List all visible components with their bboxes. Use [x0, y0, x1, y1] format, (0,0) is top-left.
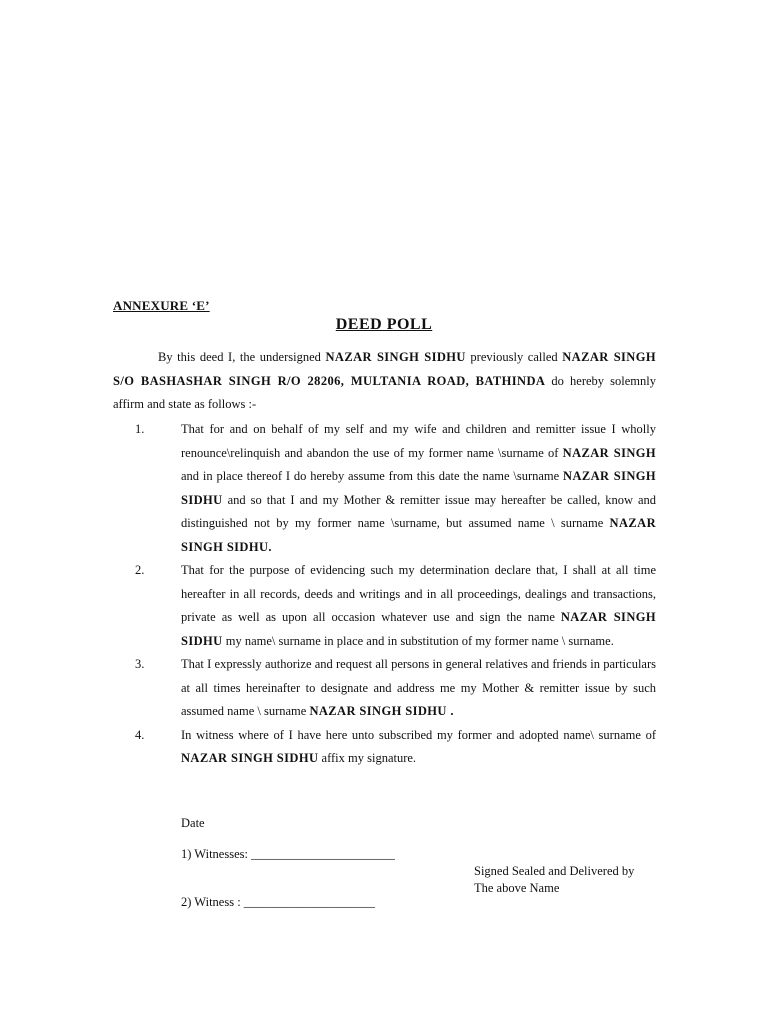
signature-line-2: The above Name	[474, 881, 560, 895]
clause-list	[113, 418, 656, 771]
clause-text: my name\ surname in place and in substitution of my former name \ surname.	[222, 633, 614, 648]
clause-text: That I expressly authorize and request all persons in general relatives and friends in particulars at all times hereinafter to designate and address me my Mother & remitter issue by such assumed name \ surname	[181, 657, 656, 718]
clause-bold-name: NAZAR SINGH SIDHU	[181, 469, 657, 507]
signature-line-1: Signed Sealed and Delivered by	[474, 864, 635, 878]
intro-text: previously called	[465, 350, 563, 364]
clause-text: That for and on behalf of my self and my wife and children and remitter issue I wholly renounce\relinquish and abandon the use of my former name \surname of	[181, 422, 656, 460]
clause-item	[113, 653, 656, 724]
intro-text: By this deed I, the undersigned	[158, 350, 326, 364]
clause-number: 3.	[135, 657, 145, 671]
witness-1-line: 1) Witnesses: _______________________	[181, 847, 395, 861]
new-name: NAZAR SINGH SIDHU	[325, 350, 466, 364]
clause-text: and in place thereof I do hereby assume from this date the name \surname	[181, 469, 564, 483]
clause-text: and so that I and my Mother & remitter issue may hereafter be called, know and distinguished not by my former name \surname, but assumed name \ surname	[181, 492, 656, 530]
clause-bold-name: NAZAR SINGH SIDHU	[181, 751, 319, 765]
clause-item	[113, 418, 656, 559]
clause-item	[113, 559, 656, 653]
intro-paragraph	[113, 346, 656, 417]
clause-text: That for the purpose of evidencing such my determination declare that, I shall at all time hereafter in all records, deeds and writings and in all proceedings, dealings and transactions, private as well as upon all occasion whatever use and sign the name	[181, 563, 656, 624]
annexure-label: ANNEXURE ‘E’	[113, 298, 210, 313]
clause-text: affix my signature.	[318, 751, 417, 765]
witness-2-line: 2) Witness : _____________________	[181, 895, 376, 909]
clause-bold-name: NAZAR SINGH SIDHU	[181, 610, 656, 648]
clause-bold-name: NAZAR SINGH	[562, 445, 657, 460]
clause-item	[113, 724, 656, 771]
clause-bold-name: NAZAR SINGH SIDHU.	[181, 516, 656, 554]
signature-block	[474, 863, 634, 897]
former-name-address: NAZAR SINGH S/O BASHASHAR SINGH R/O 28206, MULTANIA ROAD, BATHINDA	[113, 350, 656, 388]
clause-bold-name: NAZAR SINGH SIDHU .	[309, 704, 454, 718]
clause-text: In witness where of I have here unto subscribed my former and adopted name\ surname of	[181, 727, 656, 742]
clause-number: 2.	[135, 563, 145, 577]
date-label: Date	[181, 816, 205, 830]
intro-text: do hereby solemnly affirm and state as follows :-	[113, 373, 657, 411]
clause-number: 4.	[135, 727, 145, 742]
clause-number: 1.	[135, 422, 145, 436]
page-title: DEED POLL	[335, 316, 433, 333]
